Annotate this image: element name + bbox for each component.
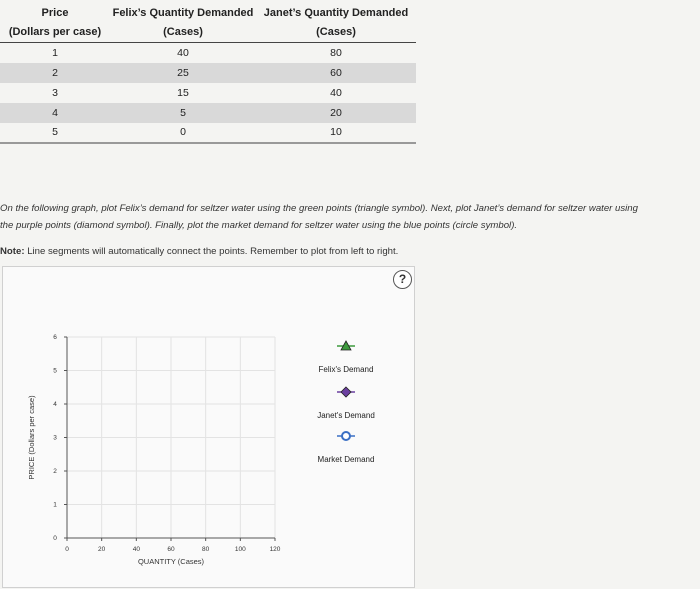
circle-point-tool[interactable] (337, 432, 355, 440)
y-tick-label: 3 (53, 434, 57, 442)
felix-cell: 25 (110, 63, 256, 83)
price-cell: 4 (0, 103, 110, 123)
diamond-point-tool[interactable] (337, 387, 355, 397)
felix-cell: 40 (177, 46, 189, 59)
janet-cell: 40 (330, 86, 342, 99)
x-tick-label: 0 (65, 546, 69, 553)
janet-unit-header: (Cases) (256, 23, 416, 43)
x-tick-label: 100 (234, 546, 246, 553)
legend-label: Janet's Demand (317, 411, 375, 420)
felix-cell: 0 (180, 126, 186, 138)
price-header: Price (41, 7, 69, 19)
x-axis-ticks (65, 538, 281, 553)
instructions-line-1: On the following graph, plot Felix’s demand for seltzer water using the green points (triangle symbol). Next, plot Janet’s demand for seltzer water using (0, 203, 638, 214)
help-button[interactable]: ? (393, 270, 412, 289)
note-text: Line segments will automatically connect the points. Remember to plot from left to right. (27, 246, 399, 257)
y-tick-label: 1 (53, 501, 57, 509)
legend-label: Market Demand (317, 455, 375, 464)
y-axis-ticks (53, 334, 67, 542)
felix-unit-header: (Cases) (110, 23, 256, 43)
felix-header: Felix’s Quantity Demanded (112, 7, 254, 19)
janet-cell: 60 (256, 63, 416, 83)
x-tick-label: 20 (98, 546, 106, 553)
y-tick-label: 6 (53, 334, 57, 341)
janet-header: Janet’s Quantity Demanded (263, 7, 409, 19)
janet-cell: 20 (256, 103, 416, 123)
plot-grid (67, 337, 275, 538)
x-tick-label: 120 (269, 546, 281, 553)
felix-cell: 5 (110, 103, 256, 123)
janet-cell: 10 (330, 126, 342, 138)
y-axis-title: PRICE (Dollars per case) (27, 395, 36, 480)
x-tick-label: 80 (202, 546, 210, 553)
price-unit-header: (Dollars per case) (0, 23, 110, 43)
legend (317, 341, 375, 464)
price-cell: 5 (52, 126, 58, 138)
x-tick-label: 60 (167, 546, 175, 553)
price-cell: 1 (52, 46, 58, 59)
y-tick-label: 5 (53, 367, 57, 375)
felix-cell: 15 (177, 86, 189, 99)
janet-cell: 80 (330, 46, 342, 59)
x-tick-label: 40 (132, 546, 140, 553)
y-tick-label: 4 (53, 401, 57, 408)
x-axis-title: QUANTITY (Cases) (137, 557, 205, 566)
y-tick-label: 0 (53, 535, 57, 542)
y-tick-label: 2 (53, 468, 57, 475)
diamond-icon (341, 387, 351, 397)
triangle-point-tool[interactable] (337, 341, 355, 350)
note-label: Note: (0, 246, 25, 257)
circle-icon (342, 432, 350, 440)
legend-label: Felix's Demand (318, 365, 374, 374)
instructions-line-2: the purple points (diamond symbol). Finally, plot the market demand for seltzer water using the blue points (circle symbol). (0, 220, 518, 231)
price-cell: 3 (52, 86, 58, 99)
price-cell: 2 (0, 63, 110, 83)
